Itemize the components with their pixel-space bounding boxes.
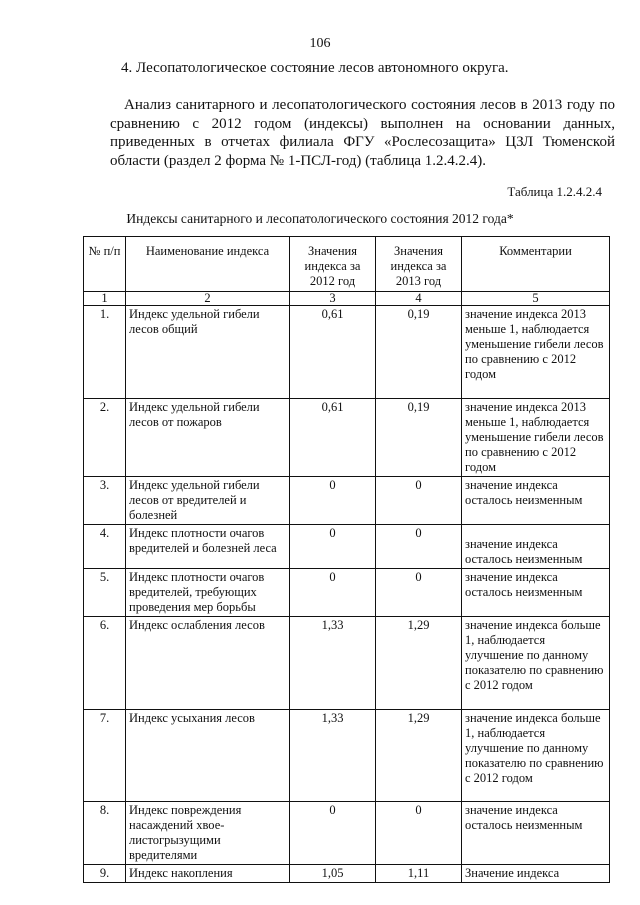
comment: значение индекса осталось неизменным (462, 802, 610, 865)
value-2013: 0 (376, 569, 462, 617)
page-number: 106 (309, 36, 331, 51)
row-number: 2. (84, 399, 126, 477)
value-2012: 0,61 (290, 306, 376, 399)
value-2013: 1,29 (376, 710, 462, 802)
table-row (84, 525, 610, 569)
table-row (84, 306, 610, 399)
value-2012: 0 (290, 569, 376, 617)
table-row (84, 569, 610, 617)
comment: Значение индекса (462, 865, 610, 883)
index-name: Индекс плотности очагов вредителей, требующих проведения мер борьбы (126, 569, 290, 617)
value-2013: 1,11 (376, 865, 462, 883)
row-number: 4. (84, 525, 126, 569)
row-number: 5. (84, 569, 126, 617)
body-paragraph: Анализ санитарного и лесопатологического состояния лесов в 2013 году по сравнению с 2012 годом (индексы) выполнен на основании данных, приведенных в отчетах филиала ФГУ «Рослесозащита» ЦЗЛ Тюменской области (раздел 2 форма № 1-ПСЛ-год) (таблица 1.2.4.2.4). (110, 97, 615, 169)
row-number: 9. (84, 865, 126, 883)
indices-table (83, 236, 610, 883)
index-name: Индекс ослабления лесов (126, 617, 290, 710)
header-value-2013: Значения индекса за 2013 год (376, 237, 462, 292)
index-name: Индекс повреждения насаждений хвое-листогрызущими вредителями (126, 802, 290, 865)
index-name: Индекс усыхания лесов (126, 710, 290, 802)
index-name: Индекс удельной гибели лесов общий (126, 306, 290, 399)
row-number: 6. (84, 617, 126, 710)
value-2013: 0,19 (376, 306, 462, 399)
column-number: 5 (462, 292, 610, 306)
comment: значение индекса больше 1, наблюдается улучшение по данному показателю по сравнению с 2012 годом (462, 617, 610, 710)
comment: значение индекса осталось неизменным (462, 569, 610, 617)
row-number: 3. (84, 477, 126, 525)
row-number: 8. (84, 802, 126, 865)
table-row (84, 865, 610, 883)
comment: значение индекса больше 1, наблюдается улучшение по данному показателю по сравнению с 2012 годом (462, 710, 610, 802)
value-2013: 1,29 (376, 617, 462, 710)
column-number: 4 (376, 292, 462, 306)
value-2013: 0,19 (376, 399, 462, 477)
comment: значение индекса осталось неизменным (462, 477, 610, 525)
table-row (84, 710, 610, 802)
value-2012: 0 (290, 525, 376, 569)
value-2012: 1,33 (290, 617, 376, 710)
comment: значение индекса осталось неизменным (462, 525, 610, 569)
table-row (84, 477, 610, 525)
index-name: Индекс удельной гибели лесов от пожаров (126, 399, 290, 477)
table-row (84, 802, 610, 865)
header-number: № п/п (84, 237, 126, 292)
section-heading: 4. Лесопатологическое состояние лесов автономного округа. (121, 60, 509, 76)
value-2012: 0 (290, 477, 376, 525)
value-2013: 0 (376, 525, 462, 569)
row-number: 1. (84, 306, 126, 399)
table-header-row (84, 237, 610, 292)
table-row (84, 399, 610, 477)
value-2013: 0 (376, 477, 462, 525)
value-2013: 0 (376, 802, 462, 865)
table-number: Таблица 1.2.4.2.4 (507, 184, 602, 199)
value-2012: 0,61 (290, 399, 376, 477)
header-value-2012: Значения индекса за 2012 год (290, 237, 376, 292)
comment: значение индекса 2013 меньше 1, наблюдается уменьшение гибели лесов по сравнению с 2012 годом (462, 306, 610, 399)
header-index-name: Наименование индекса (126, 237, 290, 292)
column-number: 1 (84, 292, 126, 306)
value-2012: 1,33 (290, 710, 376, 802)
column-number: 2 (126, 292, 290, 306)
index-name: Индекс удельной гибели лесов от вредителей и болезней (126, 477, 290, 525)
index-name: Индекс накопления (126, 865, 290, 883)
column-number-row (84, 292, 610, 306)
value-2012: 1,05 (290, 865, 376, 883)
index-name: Индекс плотности очагов вредителей и болезней леса (126, 525, 290, 569)
table-row (84, 617, 610, 710)
value-2012: 0 (290, 802, 376, 865)
table-caption: Индексы санитарного и лесопатологического состояния 2012 года* (126, 211, 514, 226)
header-comments: Комментарии (462, 237, 610, 292)
comment: значение индекса 2013 меньше 1, наблюдается уменьшение гибели лесов по сравнению с 2012 годом (462, 399, 610, 477)
row-number: 7. (84, 710, 126, 802)
column-number: 3 (290, 292, 376, 306)
